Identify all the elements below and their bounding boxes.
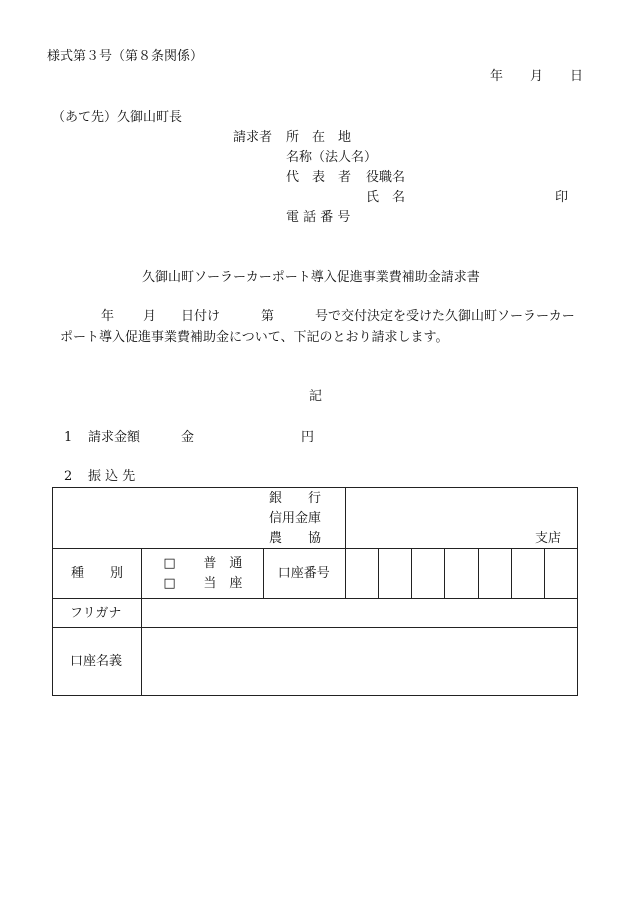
- item2-number: 2: [64, 469, 73, 484]
- item1-kin: 金: [181, 430, 195, 445]
- item2-label: 振 込 先: [88, 469, 136, 484]
- item1-label: 請求金額: [88, 430, 141, 445]
- account-number-label-cell: [263, 549, 345, 599]
- corp-name-label: 名称（法人名）: [286, 150, 378, 165]
- bank-table: [52, 487, 578, 696]
- type-options-cell: [142, 549, 263, 599]
- body-dai: 第: [261, 309, 275, 324]
- checkbox-toza[interactable]: □: [163, 576, 176, 591]
- body-month: 月: [143, 309, 157, 324]
- form-number: 様式第３号（第８条関係）: [47, 49, 204, 64]
- claimant-label: 請求者: [233, 130, 273, 145]
- toza-label: 当 座: [203, 576, 243, 591]
- item1-yen: 円: [301, 430, 315, 445]
- branch-label: 支店: [534, 531, 561, 546]
- account-digit[interactable]: [478, 549, 511, 599]
- furigana-label: フリガナ: [70, 606, 122, 621]
- bank-name-cell[interactable]: [53, 488, 346, 549]
- body-day-dated: 日付け: [181, 309, 221, 324]
- branch-cell[interactable]: [346, 488, 578, 549]
- account-number-label: 口座番号: [277, 566, 330, 581]
- furigana-field[interactable]: [142, 599, 578, 628]
- addressee: （あて先）久御山町長: [52, 110, 183, 125]
- title-label: 役職名: [366, 170, 406, 185]
- account-digit[interactable]: [544, 549, 577, 599]
- account-name-field[interactable]: [142, 628, 578, 696]
- date-day: 日: [570, 69, 584, 84]
- body-year: 年: [101, 309, 115, 324]
- bank-label: 銀 行: [269, 491, 322, 506]
- date-year: 年: [490, 69, 504, 84]
- document-title: 久御山町ソーラーカーポート導入促進事業費補助金請求書: [142, 270, 480, 285]
- shinkin-label: 信用金庫: [269, 511, 322, 526]
- representative-label: 代 表 者: [286, 170, 352, 185]
- type-label-cell: [53, 549, 142, 599]
- body-line2: ポート導入促進事業費補助金について、下記のとおり請求します。: [60, 330, 449, 345]
- account-name-label-cell: [53, 628, 142, 696]
- futsu-label: 普 通: [203, 556, 243, 571]
- seal-mark: 印: [555, 190, 569, 205]
- nokyo-label: 農 協: [269, 531, 322, 546]
- address-label: 所 在 地: [286, 130, 352, 145]
- person-name-label: 氏 名: [366, 190, 406, 205]
- furigana-label-cell: [53, 599, 142, 628]
- item1-number: 1: [64, 430, 73, 445]
- account-digit[interactable]: [511, 549, 544, 599]
- account-name-label: 口座名義: [70, 654, 123, 669]
- account-digit[interactable]: [346, 549, 379, 599]
- account-digit[interactable]: [379, 549, 412, 599]
- ki-heading: 記: [309, 389, 323, 404]
- phone-label: 電 話 番 号: [286, 210, 351, 225]
- checkbox-futsu[interactable]: □: [163, 556, 176, 571]
- account-digit[interactable]: [445, 549, 478, 599]
- type-label: 種 別: [71, 566, 124, 581]
- body-line1: 号で交付決定を受けた久御山町ソーラーカー: [315, 309, 575, 324]
- account-digit[interactable]: [412, 549, 445, 599]
- date-month: 月: [530, 69, 544, 84]
